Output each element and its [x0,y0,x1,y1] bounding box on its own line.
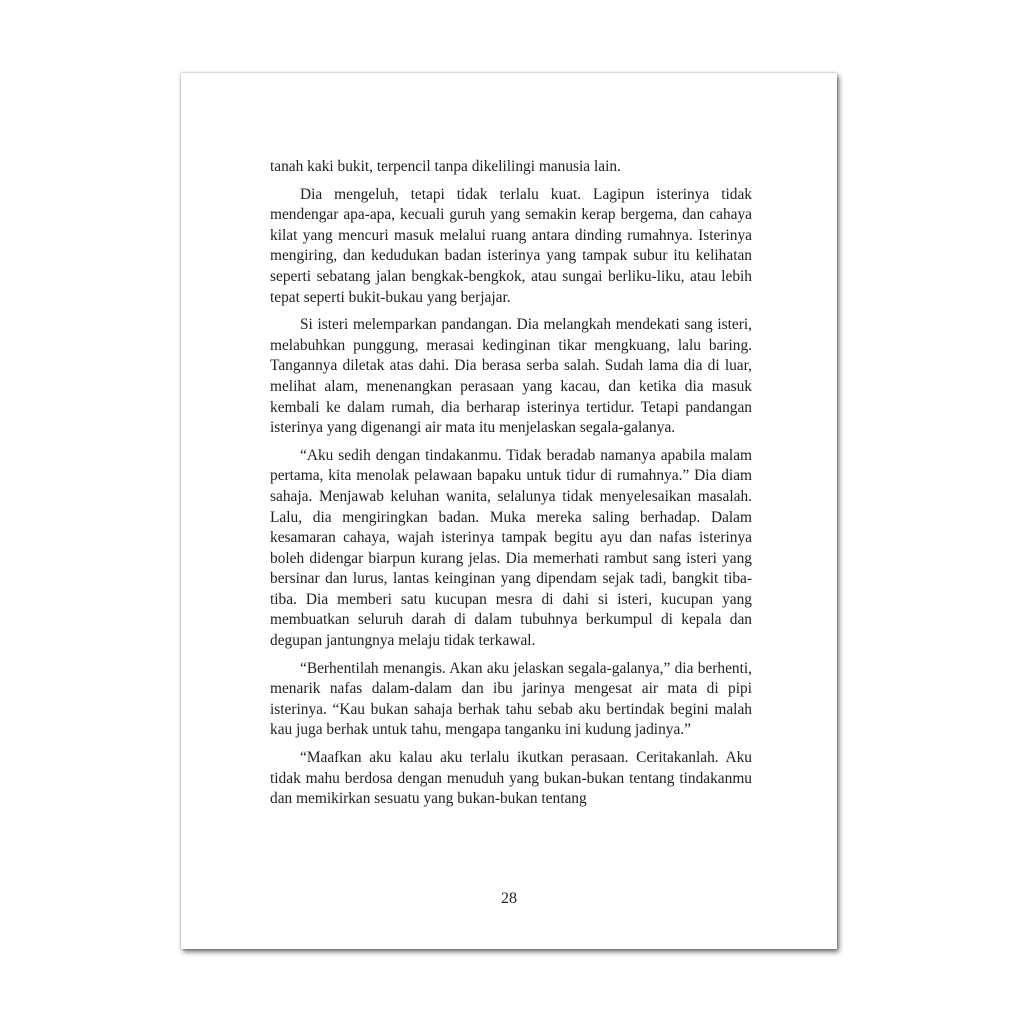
page-number: 28 [501,890,517,907]
paragraph: Si isteri melemparkan pandangan. Dia melangkah mendekati sang isteri, melabuhkan punggung, merasai kedinginan tikar mengkuang, lalu baring. Tangannya diletak atas dahi. Dia berasa serba salah. Sudah lama dia di luar, melihat alam, menenangkan perasaan yang kacau, dan ketika dia masuk kembali ke dalam rumah, dia berharap isterinya tertidur. Tetapi pandangan isterinya yang digenangi air mata itu menjelaskan segala-galanya. [270,316,752,437]
paragraph: Dia mengeluh, tetapi tidak terlalu kuat. Lagipun isterinya tidak mendengar apa-apa, kecuali guruh yang semakin kerap bergema, dan cahaya kilat yang mencuri masuk melalui ruang antara dinding rumahnya. Isterinya mengiring, dan kedudukan badan isterinya yang tampak subur itu kelihatan seperti sebatang jalan bengkak-bengkok, atau sungai berliku-liku, atau lebih tepat seperti bukit-bukau yang berjajar. [270,185,752,306]
paragraph: “Maafkan aku kalau aku terlalu ikutkan perasaan. Ceritakanlah. Aku tidak mahu berdosa dengan menuduh yang bukan-bukan tentang tindakanmu dan memikirkan sesuatu yang bukan-bukan tentang [270,749,752,808]
book-page [181,73,837,949]
body-text [270,157,752,817]
paragraph: “Aku sedih dengan tindakanmu. Tidak beradab namanya apabila malam pertama, kita menolak pelawaan bapaku untuk tidur di rumahnya.” Dia diam sahaja. Menjawab keluhan wanita, selalunya tidak menyelesaikan masalah. Lalu, dia mengiringkan badan. Muka mereka saling berhadap. Dalam kesamaran cahaya, wajah isterinya tampak begitu ayu dan nafas isterinya boleh didengar biarpun kurang jelas. Dia memerhati rambut sang isteri yang bersinar dan lurus, lantas keinginan yang dipendam sejak tadi, bangkit tiba-tiba. Dia memberi satu kucupan mesra di dahi si isteri, kucupan yang membuatkan seluruh darah di dalam tubuhnya berkumpul di kepala dan degupan jantungnya melaju tidak terkawal. [270,446,752,650]
paragraph: “Berhentilah menangis. Akan aku jelaskan segala-galanya,” dia berhenti, menarik nafas dalam-dalam dan ibu jarinya mengesat air mata di pipi isterinya. “Kau bukan sahaja berhak tahu sebab aku bertindak begini malah kau juga berhak untuk tahu, mengapa tanganku ini kudung jadinya.” [270,659,752,739]
paragraph: tanah kaki bukit, terpencil tanpa dikelilingi manusia lain. [270,158,621,175]
